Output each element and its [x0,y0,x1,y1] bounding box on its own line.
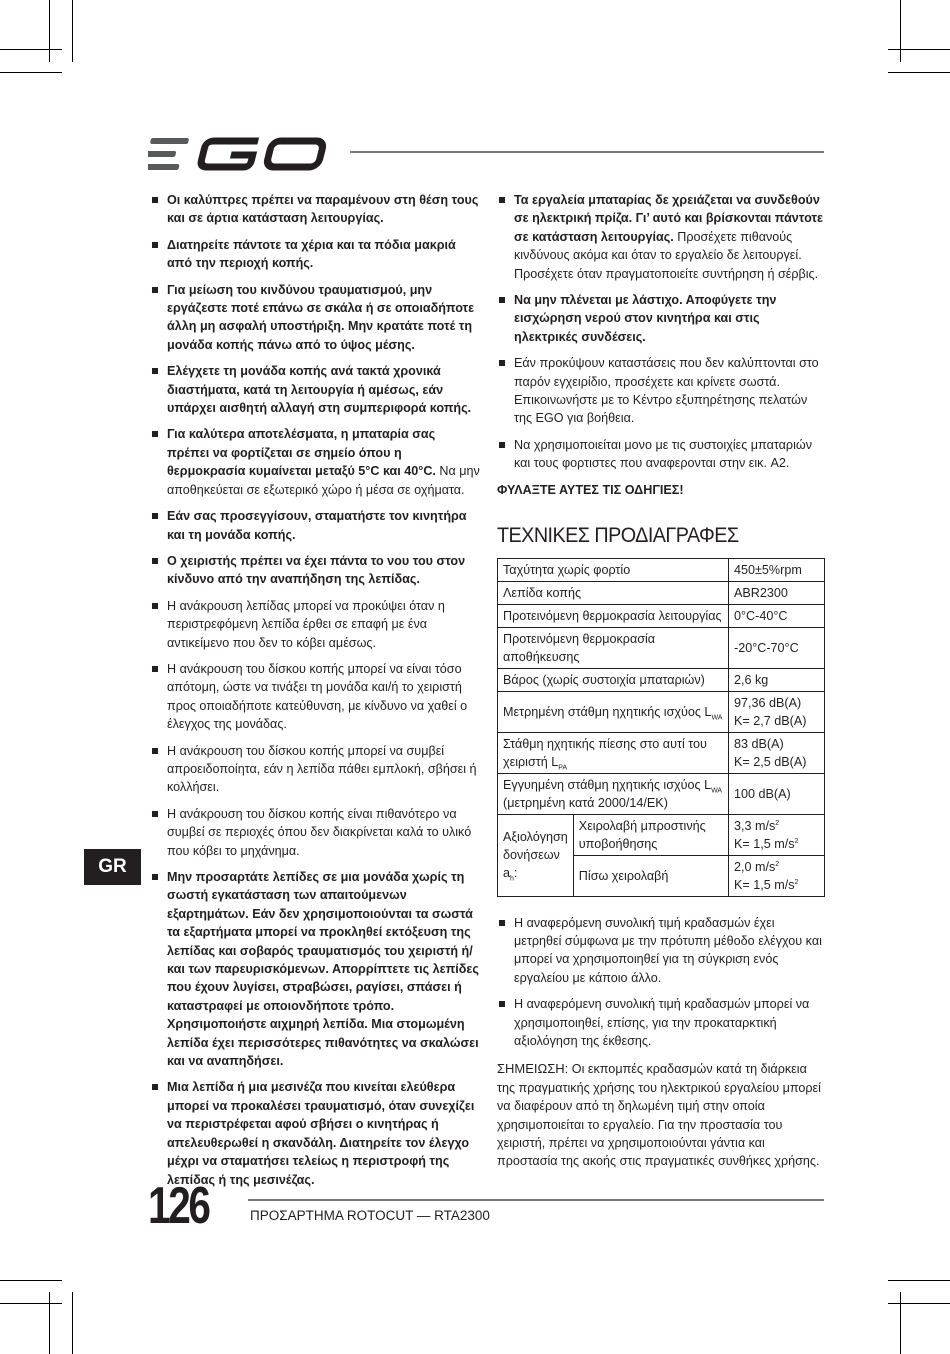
list-item: Η αναφερόμενη συνολική τιμή κραδασμών έχει μετρηθεί σύμφωνα με την πρότυπη μέθοδο ελέγχου και μπορεί να χρησιμοποιηθεί για τη σύγκριση ενός εργαλείου με κάποιο άλλο. [497,914,825,988]
table-row [498,691,825,732]
spec-value: 83 dB(A) K= 2,5 dB(A) [729,732,825,773]
spec-value: 100 dB(A) [729,773,825,814]
spec-value: 3,3 $m/s^2$ K= 1,5 $m/s^2$ [729,814,825,855]
list-item: Μια λεπίδα ή μια μεσινέζα που κινείται ελεύθερα μπορεί να προκαλέσει τραυματισμό, όταν συνεχίζει να περιστρέφεται αφού σβήσει ο κινητήρας ή απελευθερωθεί η σκανδάλη. Διατηρείτε τον έλεγχο μέχρι να σταματήσει τελείως η περιστροφή της λεπίδας ή της μεσινέζας. [150,1078,480,1188]
footer-title: ΠΡΟΣΑΡΤΗΜΑ ROTOCUT — RTA2300 [250,1208,490,1223]
safety-list-continued [497,191,825,473]
table-row [498,581,825,604]
crop-mark [49,1292,50,1354]
right-column [497,191,825,1171]
list-item: Μην προσαρτάτε λεπίδες σε μια μονάδα χωρίς τη σωστή εγκατάσταση των απαιτούμενων εξαρτημάτων. Εάν δεν χρησιμοποιούνται τα σωστά τα εξαρτήματα μπορεί να προκληθεί εκτόξευση της λεπίδας και σοβαρός τραυματισμός του χειριστή ή/και των παρευρισκόμενων. Απορρίπτετε τις λεπίδες που έχουν λυγίσει, στραβώσει, ραγίσει, σπάσει ή καταστραφεί με οποιονδήποτε τρόπο. Χρησιμοποιήστε αιχμηρή λεπίδα. Μια στομωμένη λεπίδα έχει περισσότερες πιθανότητες να σκαλώσει και να αναπηδήσει. [150,868,480,1070]
note-paragraph: ΣΗΜΕΙΩΣΗ: Οι εκπομπές κραδασμών κατά τη διάρκεια της πραγματικής χρήσης του ηλεκτρικού εργαλείου μπορεί να διαφέρουν από τη δηλωμένη τιμή στην οποία χρησιμοποιείται το εργαλείο. Για την προστασία του χειριστή, πρέπει να χρησιμοποιούνται γάντια και προστασία της ακοής στις πραγματικές συνθήκες χρήσης. [497,1061,821,1169]
table-row [498,773,825,814]
crop-mark [72,1292,73,1354]
list-item: Οι καλύπτρες πρέπει να παραμένουν στη θέση τους και σε άρτια κατάσταση λειτουργίας. [150,191,480,228]
list-item: Να μην πλένεται με λάστιχο. Αποφύγετε την εισχώρηση νερού στον κινητήρα και στις ηλεκτρικές συνδέσεις. [497,291,825,346]
left-column [150,191,480,1197]
crop-mark [0,72,62,73]
spec-value: 97,36 dB(A) K= 2,7 dB(A) [729,691,825,732]
crop-mark [900,1292,901,1354]
specs-title: ΤΕΧΝΙΚΕΣ ΠΡΟΔΙΑΓΡΑΦΕΣ [497,523,739,548]
crop-mark [0,1303,62,1304]
spec-label: Λεπίδα κοπής [498,581,729,604]
spec-label: Στάθμη ηχητικής πίεσης στο αυτί του χειριστή $L_{PA}$ [498,732,729,773]
ego-logo [148,134,332,174]
list-item: Διατηρείτε πάντοτε τα χέρια και τα πόδια μακριά από την περιοχή κοπής. [150,236,480,273]
table-row [498,814,825,855]
spec-label: Μετρημένη στάθμη ηχητικής ισχύος $L_{WA}$ [498,691,729,732]
crop-mark [888,49,950,50]
spec-value: 2,6 kg [729,668,825,691]
crop-mark [49,0,50,62]
crop-mark [888,72,950,73]
list-item: Η ανάκρουση λεπίδας μπορεί να προκύψει όταν η περιστρεφόμενη λεπίδα έρθει σε επαφή με ένα αντικείμενο που δεν το κόβει αμέσως. [150,597,480,652]
table-row [498,627,825,668]
spec-label: Βάρος (χωρίς συστοιχία μπαταριών) [498,668,729,691]
list-item: Η ανάκρουση του δίσκου κοπής είναι πιθανότερο να συμβεί σε περιοχές όπου δεν διακρίνεται καλά το υλικό που κόβει το μηχάνημα. [150,805,480,860]
vibration-notes [497,914,825,1051]
list-item: Ελέγχετε τη μονάδα κοπής ανά τακτά χρονικά διαστήματα, κατά τη λειτουργία ή αμέσως, εάν υπάρχει αισθητή αλλαγή στη συμπεριφορά κοπής. [150,362,480,417]
page-number: 126 [148,1177,209,1235]
crop-mark [888,1280,950,1281]
crop-mark [0,1280,62,1281]
spec-label: Πίσω χειρολαβή [573,855,728,896]
list-item: Ο χειριστής πρέπει να έχει πάντα το νου του στον κίνδυνο από την αναπήδηση της λεπίδας. [150,552,480,589]
keep-instructions: ΦΥΛΑΞΤΕ ΑΥΤΕΣ ΤΙΣ ΟΔΗΓΙΕΣ! [497,482,684,497]
note-label: ΣΗΜΕΙΩΣΗ: [497,1061,569,1077]
spec-value: ABR2300 [729,581,825,604]
specs-table [497,558,825,897]
header-rule [350,151,824,153]
table-row [498,668,825,691]
list-item: Εάν προκύψουν καταστάσεις που δεν καλύπτονται στο παρόν εγχειρίδιο, προσέχετε και κρίνετε σωστά. Επικοινωνήστε με το Κέντρο εξυπηρέτησης πελατών της EGO για βοήθεια. [497,354,825,428]
spec-label: Εγγυημένη στάθμη ηχητικής ισχύος $L_{WA}$ (μετρημένη κατά 2000/14/ΕΚ) [498,773,729,814]
list-item: Η ανάκρουση του δίσκου κοπής μπορεί να συμβεί απροειδοποίητα, εάν η λεπίδα πάθει εμπλοκή, σβήσει ή κολλήσει. [150,742,480,797]
safety-list [150,191,480,1189]
spec-label: Προτεινόμενη θερμοκρασία αποθήκευσης [498,627,729,668]
crop-mark [0,49,62,50]
spec-value: 2,0 $m/s^2$ K= 1,5 $m/s^2$ [729,855,825,896]
language-tab: GR [84,849,141,885]
crop-mark [72,0,73,62]
list-item: Τα εργαλεία μπαταρίας δε χρειάζεται να συνδεθούν σε ηλεκτρική πρίζα. Γι’ αυτό και βρίσκονται πάντοτε σε κατάσταση λειτουργίας. Προσέχετε πιθανούς κινδύνους ακόμα και όταν το εργαλείο δε λειτουργεί. Προσέχετε όταν πραγματοποιείτε συντήρηση ή σέρβις. [497,191,825,283]
list-item: Εάν σας προσεγγίσουν, σταματήστε τον κινητήρα και τη μονάδα κοπής. [150,507,480,544]
table-row [498,558,825,581]
list-item: Για μείωση του κινδύνου τραυματισμού, μην εργάζεστε ποτέ επάνω σε σκάλα ή σε οποιαδήποτε άλλη μη ασφαλή υποστήριξη. Μην κρατάτε ποτέ τη μονάδα κοπής πάνω από το ύψος μέσης. [150,281,480,355]
footer-rule [248,1199,824,1201]
table-row [498,732,825,773]
list-item: Για καλύτερα αποτελέσματα, η μπαταρία σας πρέπει να φορτίζεται σε σημείο όπου η θερμοκρασία κυμαίνεται μεταξύ 5°C και 40°C. Να μην αποθηκεύεται σε εξωτερικό χώρο ή μέσα σε οχήματα. [150,425,480,499]
table-row [498,604,825,627]
list-item: Η ανάκρουση του δίσκου κοπής μπορεί να είναι τόσο απότομη, ώστε να τινάξει τη μονάδα και/ή το χειριστή προς οποιαδήποτε κατεύθυνση, με κίνδυνο να χαθεί ο έλεγχος της μονάδας. [150,660,480,734]
spec-value: -20°C-70°C [729,627,825,668]
list-item: Να χρησιμοποιείται μονο με τις συστοιχίες μπαταριών και τους φορτιστες που αναφερονται στην εικ. A2. [497,436,825,473]
spec-label: Χειρολαβή μπροστινής υποβοήθησης [573,814,728,855]
spec-value: 0°C-40°C [729,604,825,627]
spec-label: Αξιολόγηση δονήσεων $a_h$: [498,814,574,896]
spec-label: Ταχύτητα χωρίς φορτίο [498,558,729,581]
spec-label: Προτεινόμενη θερμοκρασία λειτουργίας [498,604,729,627]
list-item: Η αναφερόμενη συνολική τιμή κραδασμών μπορεί να χρησιμοποιηθεί, επίσης, για την προκαταρκτική αξιολόγηση της έκθεσης. [497,995,825,1050]
crop-mark [900,0,901,62]
spec-value: 450±5%rpm [729,558,825,581]
crop-mark [888,1303,950,1304]
